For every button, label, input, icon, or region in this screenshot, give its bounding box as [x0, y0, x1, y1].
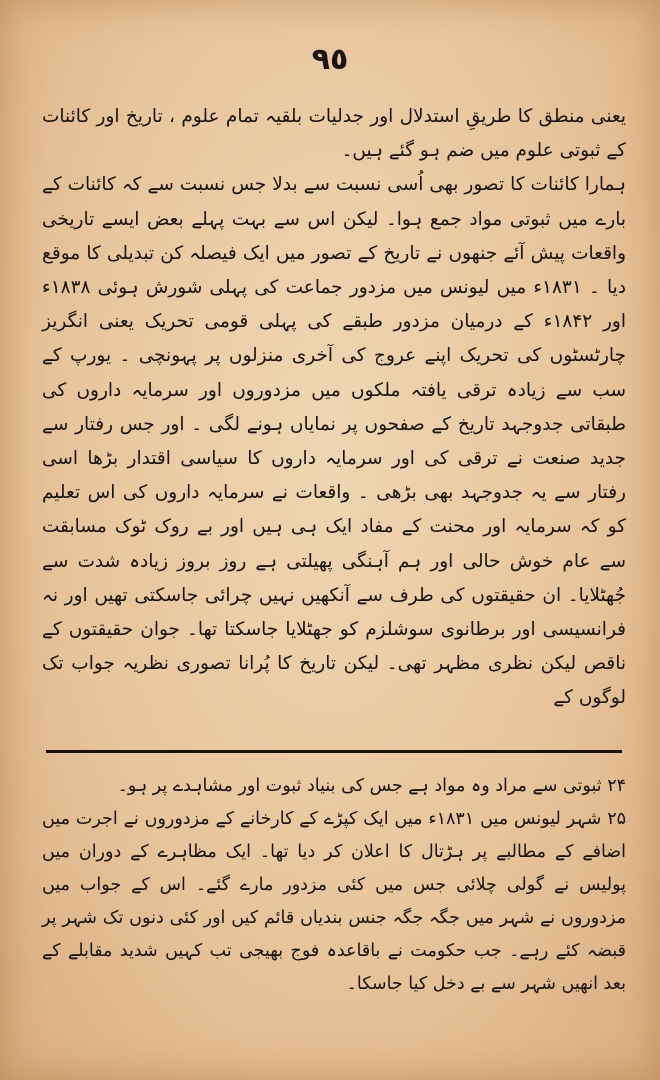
- footnotes: [42, 770, 626, 1001]
- footnote: ۲۵ شہر لیونس میں ۱۸۳۱ء میں ایک کپڑے کے کارخانے کے مزدوروں نے اجرت میں اضافے کے مطالبے پر ہڑتال کا اعلان کر دیا تھا۔ ایک مظاہرے کے دوران میں پولیس نے گولی چلائی جس میں کئی مزدور مارے گئے۔ اس کے جواب میں مزدوروں نے شہر میں جگہ جگہ جنس بندیاں قائم کیں اور کئی دنوں تک شہر پر قبضہ کئے رہے۔ جب حکومت نے باقاعدہ فوج بھیجی تب کہیں شدید مقابلے کے بعد انھیں شہر سے بے دخل کیا جاسکا۔: [42, 809, 627, 994]
- footnote: ۲۴ ثبوتی سے مراد وہ مواد ہے جس کی بنیاد ثبوت اور مشاہدے پر ہو۔: [117, 776, 626, 796]
- main-text: [42, 100, 626, 716]
- page-number: ٩٥: [311, 42, 349, 77]
- footnote-divider: [46, 750, 622, 753]
- paragraph: ہمارا کائنات کا تصور بھی اُسی نسبت سے بدلا جس نسبت سے کہ کائنات کے بارے میں ثبوتی مواد جمع ہوا۔ لیکن اس سے بہت پہلے بعض ایسے تاریخی واقعات پیش آئے جنھوں نے تاریخ کے تصور میں ایک فیصلہ کن تبدیلی کا موقع دیا ۔ ۱۸۳۱ء میں لیونس میں مزدور جماعت کی پہلی شورش ہوئی ۱۸۳۸ء اور ۱۸۴۲ء کے درمیان مزدور طبقے کی پہلی قومی تحریک یعنی انگریز چارٹسٹوں کی تحریک اپنے عروج کی آخری منزلوں پر پہونچی ۔ یورپ کے سب سے زیادہ ترقی یافتہ ملکوں میں مزدوروں اور سرمایہ داروں کی طبقاتی جدوجہد تاریخ کے صفحوں پر نمایاں ہونے لگی ۔ اور جس رفتار سے جدید صنعت نے ترقی کی اور سرمایہ داروں کا سیاسی اقتدار بڑھا اسی رفتار سے یہ جدوجہد بھی بڑھی ۔ واقعات نے سرمایہ داروں کی اس تعلیم کو کہ سرمایہ اور محنت کے مفاد ایک ہی ہیں اور بے روک ٹوک مسابقت سے عام خوش حالی اور ہم آہنگی پھیلتی ہے روز بروز زیادہ شدت سے جُھٹلایا۔ ان حقیقتوں کی طرف سے آنکھیں نہیں چرائی جاسکتی تھیں اور نہ فرانسیسی اور برطانوی سوشلزم کو جھٹلایا جاسکتا تھا۔ جوان حقیقتوں کے ناقص لیکن نظری مظہر تھی۔ لیکن تاریخ کا پُرانا تصوری نظریہ جواب تک لوگوں کے: [42, 174, 626, 709]
- paragraph: یعنی منطق کا طریقِ استدلال اور جدلیات بلقیہ تمام علوم ، تاریخ اور کائنات کے ثبوتی علوم میں ضم ہو گئے ہیں۔: [42, 106, 626, 162]
